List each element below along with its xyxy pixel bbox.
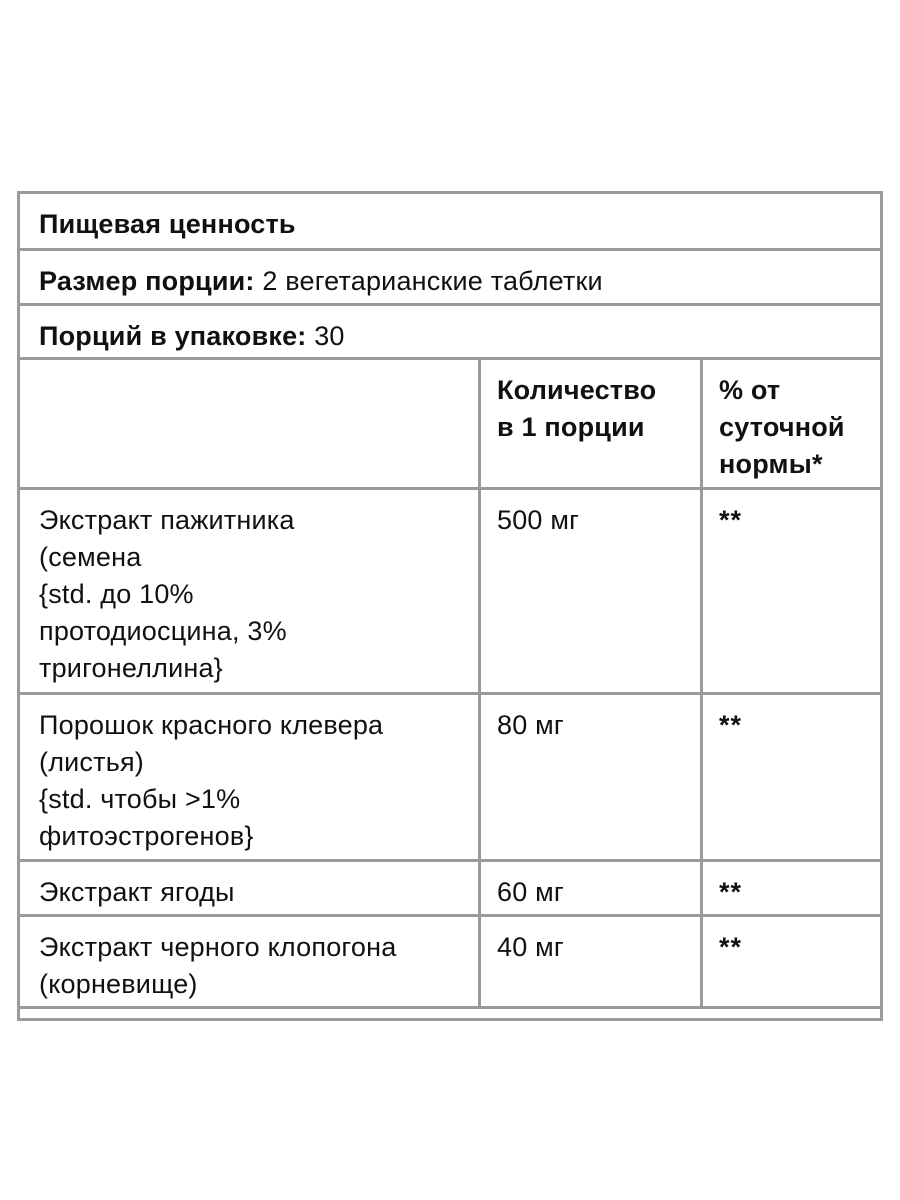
header-dv-line: суточной (719, 412, 845, 442)
servings-per-container-value: 30 (314, 321, 345, 351)
nutrition-facts-table (17, 191, 883, 1021)
ingredient-amount: 500 мг (497, 505, 580, 535)
ingredient-name-line: Порошок красного клевера (39, 710, 384, 740)
header-ingredient-cell (20, 360, 478, 487)
servings-per-container-label: Порций в упаковке: (39, 321, 307, 351)
ingredient-name-line: тригонеллина} (39, 653, 223, 683)
table-title: Пищевая ценность (39, 209, 296, 239)
ingredient-dv-cell (700, 490, 880, 692)
serving-size-cell (20, 251, 880, 303)
ingredient-name-cell (20, 695, 478, 859)
header-amount-line: в 1 порции (497, 412, 645, 442)
ingredient-dv: ** (719, 710, 743, 740)
table-row (20, 862, 880, 917)
ingredient-amount-cell (478, 917, 700, 1006)
table-row (20, 917, 880, 1009)
ingredient-name-line: {std. чтобы >1% (39, 784, 241, 814)
ingredient-amount: 40 мг (497, 932, 564, 962)
ingredient-name-cell (20, 862, 478, 914)
ingredient-amount: 80 мг (497, 710, 564, 740)
ingredient-amount-cell (478, 862, 700, 914)
ingredient-dv: ** (719, 877, 743, 907)
ingredient-name-line: Экстракт черного клопогона (39, 932, 397, 962)
ingredient-name-line: Экстракт ягоды (39, 877, 235, 907)
servings-per-container-row (20, 306, 880, 360)
ingredient-name-line: протодиосцина, 3% (39, 616, 287, 646)
ingredient-amount-cell (478, 695, 700, 859)
header-dv-line: нормы* (719, 449, 823, 479)
ingredient-name-cell (20, 917, 478, 1006)
ingredient-name-line: Экстракт пажитника (39, 505, 295, 535)
ingredient-name-line: (листья) (39, 747, 144, 777)
ingredient-name-line: {std. до 10% (39, 579, 194, 609)
ingredient-dv-cell (700, 917, 880, 1006)
serving-size-label: Размер порции: (39, 266, 255, 296)
table-row-partial (20, 1009, 880, 1021)
header-amount-cell (478, 360, 700, 487)
header-amount-line: Количество (497, 375, 657, 405)
ingredient-dv-cell (700, 862, 880, 914)
ingredient-amount: 60 мг (497, 877, 564, 907)
ingredient-dv: ** (719, 932, 743, 962)
table-title-cell (20, 194, 880, 248)
ingredient-name-line: (семена (39, 542, 142, 572)
serving-size-value: 2 вегетарианские таблетки (262, 266, 603, 296)
table-title-row (20, 194, 880, 251)
serving-size-row (20, 251, 880, 306)
header-dv-line: % от (719, 375, 781, 405)
ingredient-amount-cell (478, 490, 700, 692)
column-header-row (20, 360, 880, 490)
ingredient-dv: ** (719, 505, 743, 535)
ingredient-name-line: фитоэстрогенов} (39, 821, 254, 851)
servings-per-container-cell (20, 306, 880, 357)
ingredient-name-cell (20, 490, 478, 692)
ingredient-name-line: (корневище) (39, 969, 198, 999)
table-row (20, 490, 880, 695)
ingredient-dv-cell (700, 695, 880, 859)
table-row (20, 695, 880, 862)
header-dv-cell (700, 360, 880, 487)
